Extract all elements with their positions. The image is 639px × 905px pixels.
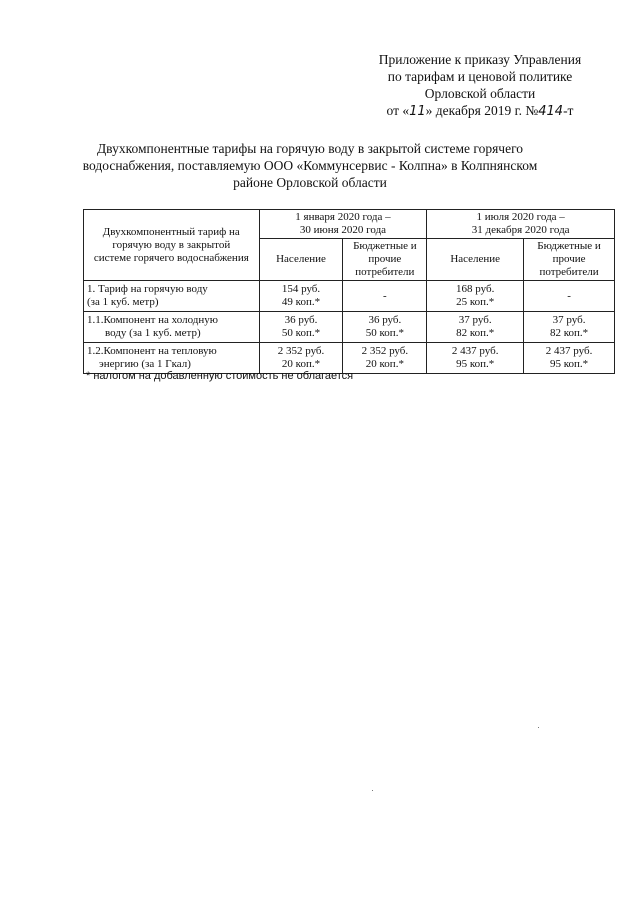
- row-label-cell: [84, 343, 260, 374]
- date-prefix: от «: [386, 103, 410, 118]
- corner-header-line: Двухкомпонентный тариф на: [102, 225, 240, 238]
- handwritten-day: 11: [409, 104, 426, 119]
- budget-header-line: Бюджетные и: [353, 240, 417, 252]
- value-line: -: [383, 289, 387, 302]
- value-line: 36 руб.: [284, 314, 318, 326]
- period-header-cell: [259, 210, 427, 239]
- appendix-header: [330, 51, 630, 120]
- date-middle: » декабря 2019 г. №: [425, 103, 539, 118]
- row-label-line: (за 1 куб. метр): [87, 296, 159, 308]
- document-title: [60, 140, 560, 191]
- value-line: 49 коп.*: [281, 296, 321, 308]
- value-cell: [524, 343, 615, 374]
- value-line: 82 коп.*: [456, 327, 495, 339]
- value-line: 2 352 руб.: [277, 345, 325, 357]
- budget-header-line: прочие: [368, 253, 402, 265]
- value-cell: [524, 312, 615, 343]
- row-label-line: 1.2.Компонент на тепловую: [87, 345, 217, 357]
- row-label-line: воду (за 1 куб. метр): [105, 327, 201, 339]
- table-row: [84, 343, 615, 374]
- value-cell: [343, 343, 427, 374]
- value-line: 20 коп.*: [281, 358, 321, 370]
- value-cell: [427, 343, 524, 374]
- row-label-line: 1. Тариф на горячую воду: [87, 283, 208, 295]
- appendix-line-3: Орловской области: [424, 86, 536, 101]
- value-line: 2 437 руб.: [545, 345, 593, 357]
- scan-speck: [372, 790, 373, 791]
- period-line: 31 декабря 2020 года: [471, 224, 570, 236]
- budget-header-line: потребители: [355, 266, 415, 278]
- value-line: 168 руб.: [456, 283, 495, 295]
- corner-header-line: системе горячего водоснабжения: [93, 251, 249, 264]
- budget-header-line: потребители: [539, 266, 599, 278]
- row-label-cell: [84, 281, 260, 312]
- value-line: 37 руб.: [458, 314, 492, 326]
- value-cell: [427, 312, 524, 343]
- title-line-1: Двухкомпонентные тарифы на горячую воду в закрытой системе горячего: [96, 141, 524, 156]
- value-line: 50 коп.*: [365, 327, 404, 339]
- title-line-3: районе Орловской области: [233, 175, 387, 190]
- title-line-2: водоснабжения, поставляемую ООО «Коммунсервис - Колпна» в Колпнянском: [82, 158, 538, 173]
- value-line: 2 352 руб.: [361, 345, 409, 357]
- budget-header-cell: [524, 239, 615, 281]
- population-header-cell: Население: [259, 239, 343, 281]
- value-line: 37 руб.: [552, 314, 586, 326]
- period-line: 30 июня 2020 года: [299, 224, 387, 236]
- appendix-date-line: [330, 102, 630, 120]
- value-line: 95 коп.*: [456, 358, 495, 370]
- value-line: 154 руб.: [281, 283, 321, 295]
- period-header-cell: [427, 210, 615, 239]
- value-line: 50 коп.*: [281, 327, 321, 339]
- value-cell: [343, 281, 427, 312]
- value-cell: [259, 281, 343, 312]
- handwritten-number: 414: [538, 104, 564, 119]
- value-cell: [259, 312, 343, 343]
- row-label-line: энергию (за 1 Гкал): [99, 358, 191, 370]
- row-label-cell: [84, 312, 260, 343]
- value-line: 36 руб.: [368, 314, 402, 326]
- corner-header-cell: [84, 210, 260, 281]
- value-line: 20 коп.*: [365, 358, 404, 370]
- budget-header-cell: [343, 239, 427, 281]
- tariff-table: [83, 209, 615, 374]
- scan-speck: [538, 727, 539, 728]
- appendix-line-2: по тарифам и ценовой политике: [387, 69, 573, 84]
- budget-header-line: Бюджетные и: [537, 240, 601, 252]
- row-label-line: 1.1.Компонент на холодную: [87, 314, 218, 326]
- period-line: 1 июля 2020 года –: [476, 211, 565, 223]
- value-cell: [259, 343, 343, 374]
- budget-header-line: прочие: [552, 253, 586, 265]
- period-line: 1 января 2020 года –: [295, 211, 391, 223]
- population-header-cell: Население: [427, 239, 524, 281]
- appendix-line-1: Приложение к приказу Управления: [378, 52, 582, 67]
- value-line: 95 коп.*: [549, 358, 589, 370]
- value-cell: [524, 281, 615, 312]
- table-row: [84, 312, 615, 343]
- header-row-periods: [84, 210, 615, 239]
- value-line: 25 коп.*: [456, 296, 495, 308]
- value-cell: [343, 312, 427, 343]
- value-line: 82 коп.*: [549, 327, 589, 339]
- table-row: [84, 281, 615, 312]
- date-suffix: -т: [563, 103, 574, 118]
- value-cell: [427, 281, 524, 312]
- footnote: * налогом на добавленную стоимость не облагается: [86, 370, 354, 382]
- value-line: 2 437 руб.: [451, 345, 499, 357]
- value-line: -: [567, 289, 571, 302]
- corner-header-line: горячую воду в закрытой: [112, 238, 231, 251]
